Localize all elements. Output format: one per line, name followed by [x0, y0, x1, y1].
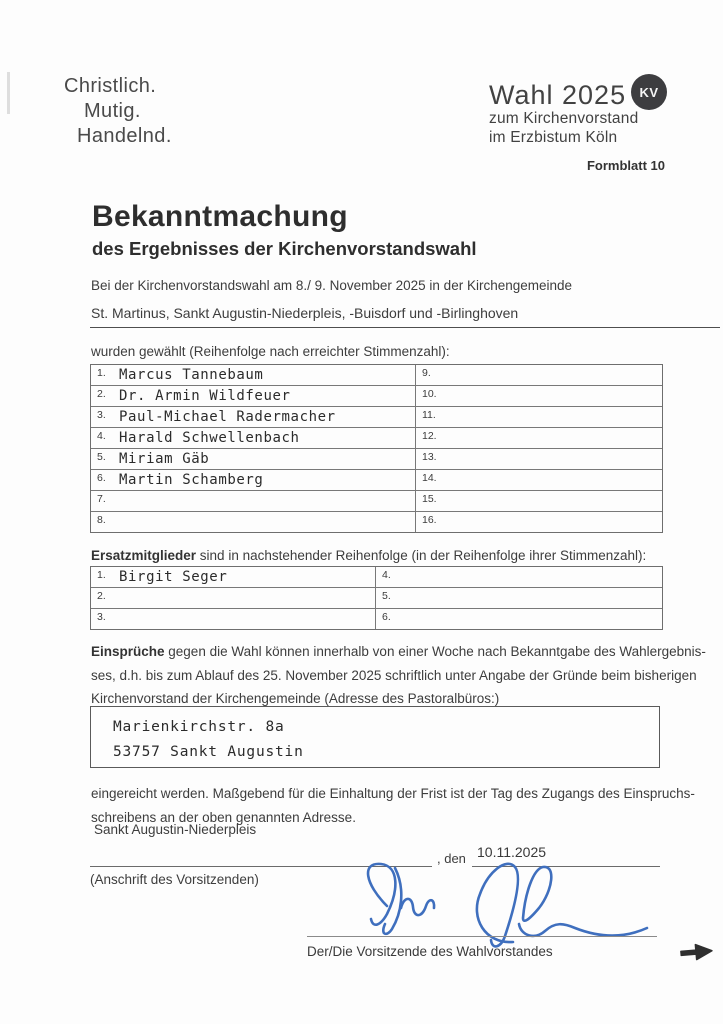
role-label: Der/Die Vorsitzende des Wahlvorstandes [307, 944, 553, 959]
elected-name [442, 428, 444, 448]
row-number: 12. [422, 430, 437, 442]
page-title: Bekanntmachung [92, 200, 348, 233]
elected-table [90, 364, 663, 533]
elected-name [117, 512, 119, 532]
row-number: 9. [422, 367, 431, 379]
table-row [91, 567, 662, 588]
brand-claim [64, 74, 172, 149]
row-number: 4. [382, 569, 391, 581]
row-number: 7. [97, 493, 106, 505]
table-row [91, 386, 662, 407]
place-name: Sankt Augustin-Niederpleis [94, 822, 257, 837]
scan-artifact [7, 72, 10, 114]
objection-line [91, 640, 706, 664]
intro-sentence: Bei der Kirchenvorstandswahl am 8./ 9. November 2025 in der Kirchengemeinde [91, 278, 573, 293]
row-number: 2. [97, 388, 106, 400]
row-number: 11. [422, 409, 436, 421]
brand-line: Christlich. [64, 75, 157, 97]
row-number: 1. [97, 367, 106, 379]
row-number: 3. [97, 409, 106, 421]
form-number: Formblatt 10 [586, 158, 665, 173]
substitute-name [402, 588, 404, 608]
row-number: 6. [97, 472, 106, 484]
substitutes-intro-bold: Ersatzmitglieder [91, 548, 197, 563]
elected-name: Dr. Armin Wildfeuer [119, 388, 291, 404]
date-value: 10.11.2025 [477, 844, 547, 860]
table-row [91, 609, 662, 629]
objection-line1: gegen die Wahl können innerhalb von einer Woche nach Bekanntgabe des Wahlergebnis- [164, 644, 706, 659]
row-number: 14. [422, 472, 437, 484]
objection-line3: Kirchenvorstand der Kirchengemeinde (Adresse des Pastoralbüros:) [91, 691, 500, 706]
elected-name [442, 512, 444, 532]
masthead-subtitle: zum Kirchenvorstand [489, 110, 639, 127]
page-subtitle: des Ergebnisses der Kirchenvorstandswahl [92, 238, 477, 259]
address-city: 53757 Sankt Augustin [113, 744, 304, 760]
parish-name: St. Martinus, Sankt Augustin-Niederpleis, -Buisdorf und -Birlinghoven [91, 305, 519, 321]
elected-name [442, 449, 444, 469]
table-row [91, 470, 662, 491]
brand-line: Handelnd. [77, 125, 172, 147]
masthead-subtitle: im Erzbistum Köln [489, 128, 618, 146]
elected-name [442, 407, 444, 427]
elected-name: Martin Schamberg [119, 472, 264, 488]
table-row [91, 449, 662, 470]
anschrift-note: (Anschrift des Vorsitzenden) [90, 872, 259, 887]
pastoral-office-address-box [90, 706, 660, 768]
elected-name: Paul-Michael Radermacher [119, 409, 336, 425]
kv-badge-label: KV [639, 84, 659, 100]
table-row [91, 491, 662, 512]
closing-line1: eingereicht werden. Maßgebend für die Einhaltung der Frist ist der Tag des Zugangs des Einspruchs- [91, 786, 695, 801]
address-street: Marienkirchstr. 8a [113, 719, 285, 735]
elected-name: Miriam Gäb [119, 451, 210, 467]
substitute-name [402, 567, 404, 587]
substitutes-table [90, 566, 663, 630]
row-number: 5. [382, 590, 391, 602]
row-number: 1. [97, 569, 106, 581]
brand-line: Mutig. [84, 100, 141, 122]
elected-name [442, 365, 444, 385]
row-number: 13. [422, 451, 437, 463]
substitute-name [402, 609, 404, 629]
elected-name [442, 470, 444, 490]
row-number: 6. [382, 611, 391, 623]
substitute-name [117, 588, 119, 608]
row-number: 2. [97, 590, 106, 602]
objection-line2: ses, d.h. bis zum Ablauf des 25. November 2025 schriftlich unter Angabe der Gründe beim bisherigen [91, 667, 697, 683]
masthead [489, 80, 665, 173]
arrow-right-icon [679, 940, 715, 965]
table-row [91, 428, 662, 449]
elected-name [442, 386, 444, 406]
substitutes-intro [91, 548, 646, 563]
kv-badge-icon [631, 74, 667, 110]
closing-line2: schreibens an der oben genannten Adresse. [91, 809, 356, 825]
row-number: 4. [97, 430, 106, 442]
objection-paragraph [91, 640, 706, 711]
row-number: 10. [422, 388, 437, 400]
row-number: 16. [422, 514, 437, 526]
row-number: 5. [97, 451, 106, 463]
row-number: 15. [422, 493, 437, 505]
elected-name: Marcus Tannebaum [119, 367, 264, 383]
row-number: 3. [97, 611, 106, 623]
objection-bold: Einsprüche [91, 644, 165, 659]
substitutes-intro-rest: sind in nachstehender Reihenfolge (in der Reihenfolge ihrer Stimmenzahl): [196, 548, 647, 563]
role-signature-line [307, 936, 657, 937]
masthead-title: Wahl 2025 [489, 80, 627, 110]
elected-name [442, 491, 444, 511]
table-row [91, 407, 662, 428]
table-row [91, 512, 662, 532]
substitute-name [117, 609, 119, 629]
table-row [91, 588, 662, 609]
substitute-name: Birgit Seger [119, 569, 228, 585]
table-row [91, 365, 662, 386]
row-number: 8. [97, 514, 106, 526]
elected-name [117, 491, 119, 511]
den-label: , den [437, 851, 466, 866]
elected-name: Harald Schwellenbach [119, 430, 300, 446]
parish-underline [90, 327, 720, 328]
elected-intro: wurden gewählt (Reihenfolge nach erreichter Stimmenzahl): [91, 344, 450, 359]
